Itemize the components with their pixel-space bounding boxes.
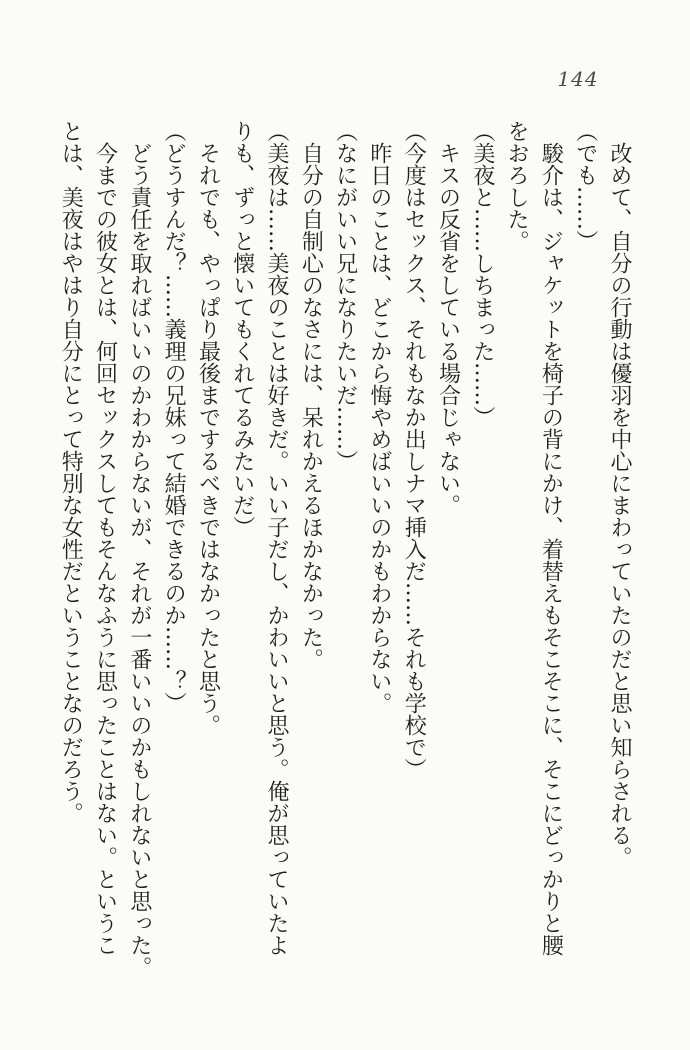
text-line: 昨日のことは、どこから悔やめばいいのかもわからない。: [366, 120, 392, 714]
text-line: 今までの彼女とは、何回セックスしてもそんなふうに思ったことはない。というこ: [92, 120, 118, 956]
text-line: キスの反省をしている場合じゃない。: [435, 120, 461, 516]
text-line: とは、美夜はやはり自分にとって特別な女性だということなのだろう。: [58, 120, 84, 824]
text-line: それでも、やっぱり最後までするべきではなかったと思う。: [195, 120, 221, 736]
text-line: （美夜と……しちまった……）: [469, 120, 495, 428]
text-line: （美夜は……美夜のことは好きだ。いい子だし、かわいいと思う。俺が思っていたよ: [264, 120, 290, 956]
text-line: （でも……）: [572, 120, 598, 252]
text-line: （今度はセックス、それもなか出しナマ挿入だ……それも学校で）: [401, 120, 427, 780]
page-number: 144: [557, 67, 599, 91]
text-line: 駿介は、ジャケットを椅子の背にかけ、着替えもそこそこに、そこにどっかりと腰: [538, 120, 564, 956]
body-text: [52, 120, 636, 980]
text-line: （どうすんだ？……義理の兄妹って結婚できるのか……？）: [161, 120, 187, 714]
text-line: 自分の自制心のなさには、呆れかえるほかなかった。: [298, 120, 324, 670]
text-line: （なにがいい兄になりたいだ……）: [332, 120, 358, 472]
text-line: どう責任を取ればいいのかわからないが、それが一番いいのかもしれないと思った。: [126, 120, 152, 978]
text-line: りも、ずっと懐いてもくれてるみたいだ）: [229, 120, 255, 538]
text-line: 改めて、自分の行動は優羽を中心にまわっていたのだと思い知らされる。: [607, 120, 632, 868]
text-line: をおろした。: [504, 120, 530, 252]
